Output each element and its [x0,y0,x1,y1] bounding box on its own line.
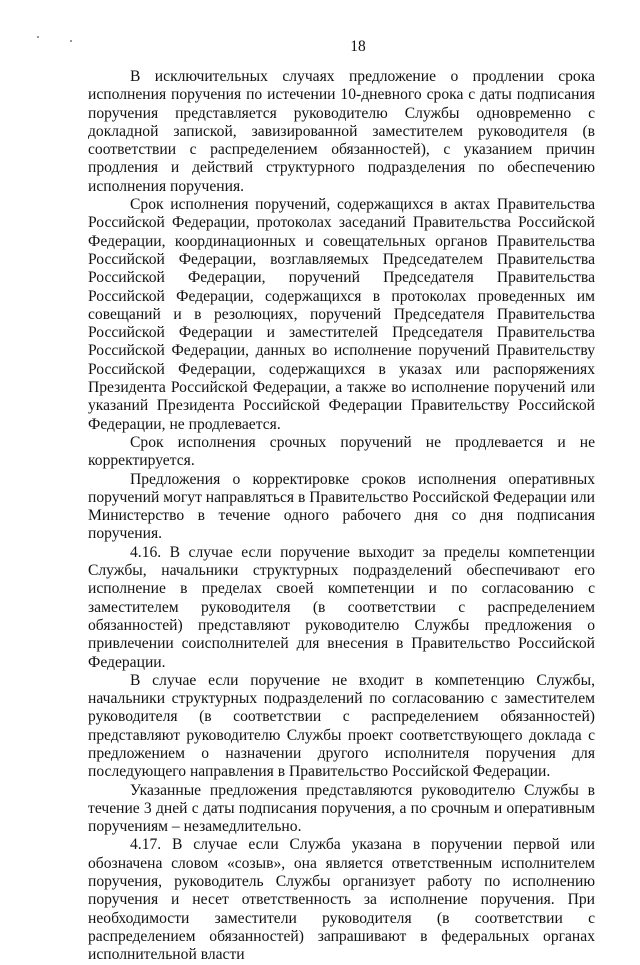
body-text [88,68,595,965]
paragraph-extension-exceptional: В исключительных случаях предложение о продлении срока исполнения поручения по истечении 10-дневного срока с даты подписания поручения представляется руководителю Службы одновременно с докладной запиской, завизированной заместителем руководителя (в соответствии с распределением обязанностей), с указанием причин продления и действий структурного подразделения по обеспечению исполнения поручения. [88,68,595,195]
paragraph-operational-adjustment: Предложения о корректировке сроков исполнения оперативных поручений могут направляться в Правительство Российской Федерации или Министерство в течение одного рабочего дня со дня подписания поручения. [88,470,595,543]
paragraph-4-16: 4.16. В случае если поручение выходит за пределы компетенции Службы, начальники структурных подразделений обеспечивают его исполнение в пределах своей компетенции и по согласованию с заместителем руководителя (в соответствии с распределением обязанностей) представляют руководителю Службы предложения о привлечении соисполнителей для внесения в Правительство Российской Федерации. [88,543,595,671]
paragraph-proposals-timing: Указанные предложения представляются руководителю Службы в течение 3 дней с даты подписания поручения, а по срочным и оперативным поручениям – незамедлительно. [88,781,595,836]
paragraph-4-17: 4.17. В случае если Служба указана в поручении первой или обозначена словом «созыв», она является ответственным исполнителем поручения, руководитель Службы организует работу по исполнению поручения и несет ответственность за исполнение поручения. При необходимости заместители руководителя (в соответствии с распределением обязанностей) запрашивают в федеральных органах исполнительной власти [88,836,595,964]
page-number: 18 [350,38,366,55]
paragraph-deadline-not-extended: Срок исполнения поручений, содержащихся в актах Правительства Российской Федерации, протоколах заседаний Правительства Российской Федерации, координационных и совещательных органов Правительства Российской Федерации, возглавляемых Председателем Правительства Российской Федерации, поручений Председателя Правительства Российской Федерации, содержащихся в протоколах проведенных им совещаний и в резолюциях, поручений Председателя Правительства Российской Федерации и заместителей Председателя Правительства Российской Федерации, данных во исполнение поручений Правительству Российской Федерации, содержащихся в указах или распоряжениях Президента Российской Федерации, а также во исполнение поручений или указаний Президента Российской Федерации Правительству Российской Федерации, не продлевается. [88,196,595,433]
paragraph-urgent-deadline: Срок исполнения срочных поручений не продлевается и не корректируется. [88,433,595,470]
paragraph-outside-competence: В случае если поручение не входит в компетенцию Службы, начальники структурных подразделений по согласованию с заместителем руководителя (в соответствии с распределением обязанностей) представляют руководителю Службы проект соответствующего доклада с предложением о назначении другого исполнителя поручения для последующего направления в Правительство Российской Федерации. [88,671,595,781]
